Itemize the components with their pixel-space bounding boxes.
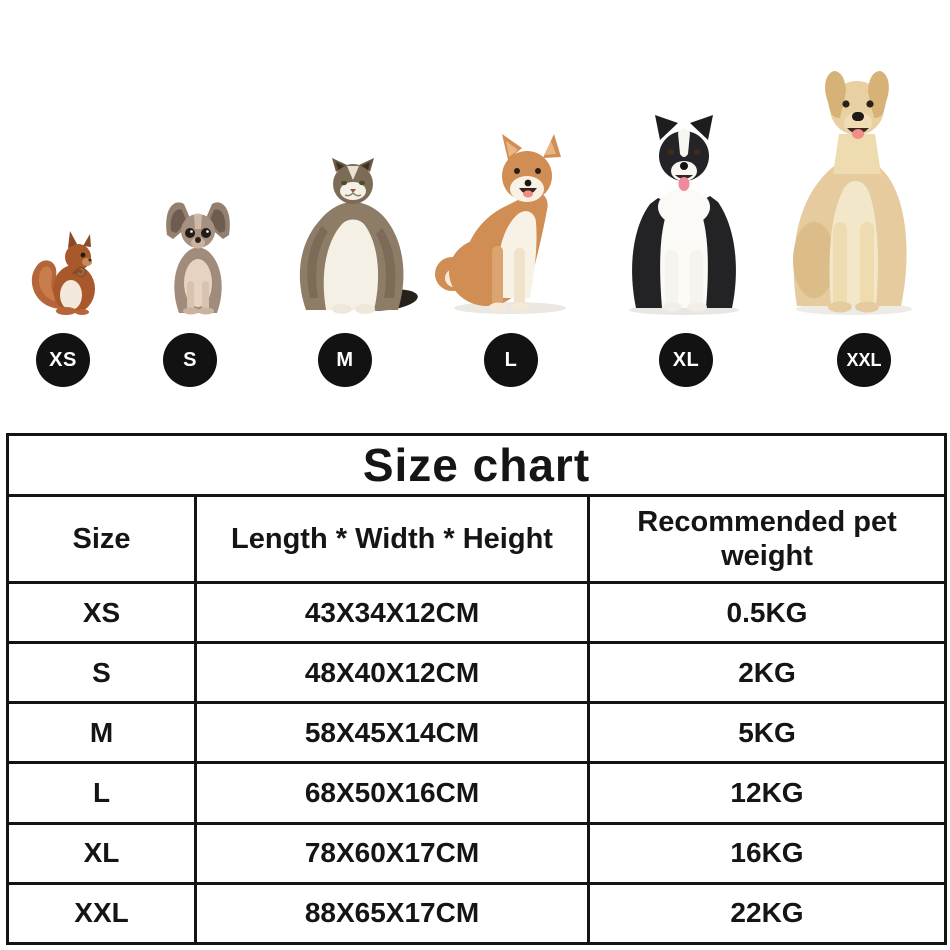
dimensions-cell: 48X40X12CM — [196, 643, 589, 703]
size-badge-label: XXL — [846, 349, 882, 370]
column-header-dimensions: Length * Width * Height — [196, 496, 589, 583]
weight-cell: 2KG — [589, 643, 946, 703]
size-cell: M — [8, 703, 196, 763]
size-badge-s — [163, 333, 217, 387]
size-badge-m — [318, 333, 372, 387]
chihuahua-illustration — [157, 195, 239, 315]
column-header-weight: Recommended pet weight — [589, 496, 946, 583]
size-cell: S — [8, 643, 196, 703]
table-row — [8, 883, 946, 943]
table-row — [8, 703, 946, 763]
weight-cell: 5KG — [589, 703, 946, 763]
size-table — [6, 433, 947, 945]
size-badge-xs — [36, 333, 90, 387]
table-row — [8, 643, 946, 703]
table-row — [8, 823, 946, 883]
table-title: Size chart — [8, 435, 946, 496]
size-badge-l — [484, 333, 538, 387]
size-cell: XS — [8, 583, 196, 643]
size-badge-label: L — [504, 348, 518, 371]
dimensions-cell: 58X45X14CM — [196, 703, 589, 763]
golden-retriever-illustration — [781, 64, 927, 315]
squirrel-illustration — [28, 227, 106, 315]
size-cell: XXL — [8, 883, 196, 943]
weight-cell: 0.5KG — [589, 583, 946, 643]
column-header-size: Size — [8, 496, 196, 583]
weight-cell: 22KG — [589, 883, 946, 943]
dimensions-cell: 78X60X17CM — [196, 823, 589, 883]
table-row — [8, 583, 946, 643]
size-cell: L — [8, 763, 196, 823]
weight-cell: 12KG — [589, 763, 946, 823]
size-badge-xxl — [837, 333, 891, 387]
size-badge-label: S — [183, 348, 197, 371]
dimensions-cell: 43X34X12CM — [196, 583, 589, 643]
size-badge-label: XL — [672, 348, 700, 371]
border-collie-illustration — [622, 110, 746, 316]
size-badge-label: XS — [49, 348, 77, 371]
table-row — [8, 763, 946, 823]
size-badge-label: M — [336, 348, 354, 371]
dimensions-cell: 68X50X16CM — [196, 763, 589, 823]
size-cell: XL — [8, 823, 196, 883]
dimensions-cell: 88X65X17CM — [196, 883, 589, 943]
size-badge-xl — [659, 333, 713, 387]
cat-illustration — [286, 158, 420, 315]
weight-cell: 16KG — [589, 823, 946, 883]
shiba-inu-illustration — [430, 126, 580, 315]
pet-size-lineup — [0, 0, 950, 430]
